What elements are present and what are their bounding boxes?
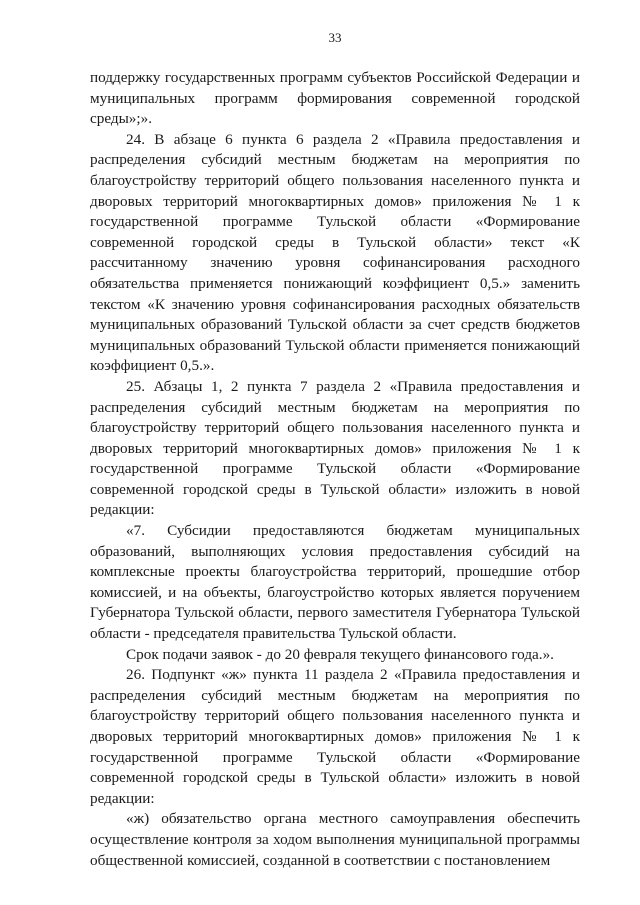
- paragraph-quote-subitem-zh: «ж) обязательство органа местного самоуправления обеспечить осуществление контроля за ходом выполнения муниципальной программы общественной комиссией, созданной в соответствии с постановлением: [90, 810, 580, 869]
- paragraph-deadline: Срок подачи заявок - до 20 февраля текущего финансового года.».: [126, 645, 554, 663]
- paragraph-item-26: 26. Подпункт «ж» пункта 11 раздела 2 «Правила предоставления и распределения субсидий местным бюджетам на мероприятия по благоустройству территорий общего пользования населенного пункта и дворовых территорий многоквартирных домов» приложения № 1 к государственной программе Тульской области «Формирование современной городской среды в Тульской области» изложить в новой редакции:: [90, 666, 580, 807]
- paragraph-item-25: 25. Абзацы 1, 2 пункта 7 раздела 2 «Правила предоставления и распределения субсидий местным бюджетам на мероприятия по благоустройству территорий общего пользования населенного пункта и дворовых территорий многоквартирных домов» приложения № 1 к государственной программе Тульской области «Формирование современной городской среды в Тульской области» изложить в новой редакции:: [90, 377, 580, 519]
- paragraph-continuation: поддержку государственных программ субъектов Российской Федерации и муниципальных программ формирования современной городской среды»;».: [90, 69, 580, 128]
- paragraph-quote-item-7: «7. Субсидии предоставляются бюджетам муниципальных образований, выполняющих условия предоставления субсидий на комплексные проекты благоустройства территорий, прошедшие отбор комиссией, и на объекты, благоустройство которых является поручением Губернатора Тульской области, первого заместителя Губернатора Тульской области - председателя правительства Тульской области.: [90, 522, 580, 643]
- page-number: 33: [328, 30, 342, 45]
- paragraph-item-24: 24. В абзаце 6 пункта 6 раздела 2 «Правила предоставления и распределения субсидий местным бюджетам на мероприятия по благоустройству территорий общего пользования населенного пункта и дворовых территорий многоквартирных домов» приложения № 1 к государственной программе Тульской области «Формирование современной городской среды в Тульской области» текст «К рассчитанному значению уровня софинансирования расходного обязательства применяется понижающий коэффициент 0,5.» заменить текстом «К значению уровня софинансирования расходных обязательств муниципальных образований Тульской области за счет средств бюджетов муниципальных образований Тульской области применяется понижающий коэффициент 0,5.».: [90, 130, 580, 375]
- document-page: [90, 30, 580, 905]
